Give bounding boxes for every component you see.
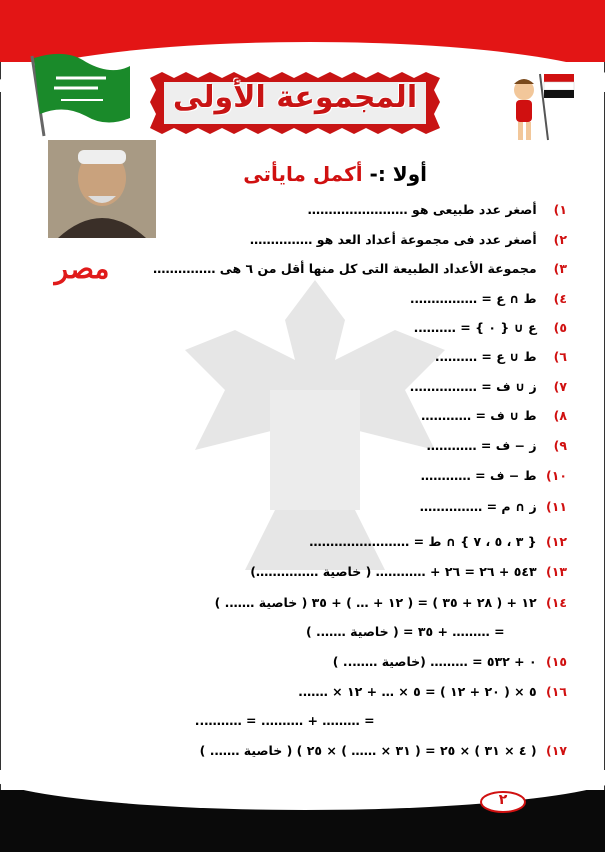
exercise-line (435, 349, 567, 364)
saudi-flag-icon (26, 48, 136, 138)
item-text: أصغر عدد طبيعى هو …………………… (307, 202, 537, 217)
item-text: ط ∪ ف = ………… (421, 408, 537, 423)
item-text: ٥ × ( ٢٠ + ١٢ ) = ٥ × … + ١٢ × ……. (298, 684, 537, 699)
page-number-badge (478, 790, 528, 814)
item-text: ط ∩ ع = ……………. (409, 291, 537, 306)
egypt-flag-character-icon (508, 68, 578, 148)
page-title: المجموعة الأولى (172, 80, 418, 115)
item-text: ز − ف = ………… (426, 438, 537, 453)
exercise-line (153, 261, 567, 276)
exercise-line (200, 743, 567, 758)
item-number: ٧) (553, 379, 567, 394)
item-text: مجموعة الأعداد الطبيعة التى كل منها أقل من ٦ هى …………… (152, 261, 537, 276)
misr-logo-text: مصر (54, 252, 110, 285)
item-text: ز ∩ م = …………… (419, 499, 537, 514)
item-text: ز ∪ ف = ……………. (409, 379, 537, 394)
exercise-line (427, 438, 567, 453)
portrait-photo (48, 140, 156, 238)
item-number: ١٠) (546, 468, 567, 483)
item-number: ٨) (553, 408, 567, 423)
page-number: ٢ (498, 792, 508, 808)
item-number: ١١) (546, 499, 567, 514)
item-number: ١٥) (546, 654, 567, 669)
title-banner (150, 72, 440, 134)
heading-part-2: أكمل مايأتى (243, 162, 363, 186)
exercise-line (250, 564, 567, 579)
exercise-line (410, 291, 567, 306)
item-number: ٥) (553, 320, 567, 335)
item-text: = ……… + ………. = ……….. (194, 713, 375, 728)
item-number: ١٦) (546, 684, 567, 699)
exercise-line (308, 202, 567, 217)
item-number: ١٢) (546, 534, 567, 549)
section-heading (243, 162, 427, 186)
item-number: ١٤) (546, 595, 567, 610)
heading-part-1: أولا :- (369, 162, 427, 186)
exercise-line (195, 713, 405, 728)
exercise-line (309, 534, 567, 549)
item-text: ع ∪ { ٠ } = ………. (413, 320, 537, 335)
exercise-line (333, 654, 567, 669)
item-number: ٢) (553, 232, 567, 247)
item-text: ٠ + ٥٣٢ = ……… (خاصية …….. ) (332, 654, 537, 669)
item-number: ٦) (553, 349, 567, 364)
item-text: ط ∪ ع = ………. (434, 349, 537, 364)
exercise-line (306, 624, 535, 639)
item-text: ط − ف = ………… (420, 468, 537, 483)
exercise-line (421, 408, 567, 423)
item-number: ٩) (553, 438, 567, 453)
exercise-line (414, 320, 567, 335)
exercise-line (421, 468, 567, 483)
item-text: ٥٤٣ + ٢٦ = ٢٦ + ………… ( خاصية ……………) (250, 564, 537, 579)
exercise-line (215, 595, 567, 610)
exercise-line (420, 499, 567, 514)
item-text: { ٣ ، ٥ ، ٧ } ∩ ط = …………………… (309, 534, 537, 549)
item-number: ١٣) (546, 564, 567, 579)
item-number: ٣) (553, 261, 567, 276)
exercise-line (250, 232, 567, 247)
item-number: ٤) (553, 291, 567, 306)
misr-logo (40, 252, 124, 292)
exercise-line (298, 684, 567, 699)
item-text: أصغر عدد فى مجموعة أعداد العد هو …………… (249, 232, 537, 247)
item-number: ١٧) (546, 743, 567, 758)
item-number: ١) (553, 202, 567, 217)
item-text: ١٢ + ( ٢٨ + ٣٥ ) = ( ١٢ + … ) + ٣٥ ( خاصية ……. ) (214, 595, 537, 610)
eagle-watermark-icon (150, 260, 480, 600)
exercise-line (410, 379, 567, 394)
item-text: ( ٤ × ٣١ ) × ٢٥ = ( ٣١ × …… ) × ٢٥ ) ( خاصية ……. ) (199, 743, 537, 758)
item-text: = ……… + ٣٥ = ( خاصية ……. ) (305, 624, 505, 639)
